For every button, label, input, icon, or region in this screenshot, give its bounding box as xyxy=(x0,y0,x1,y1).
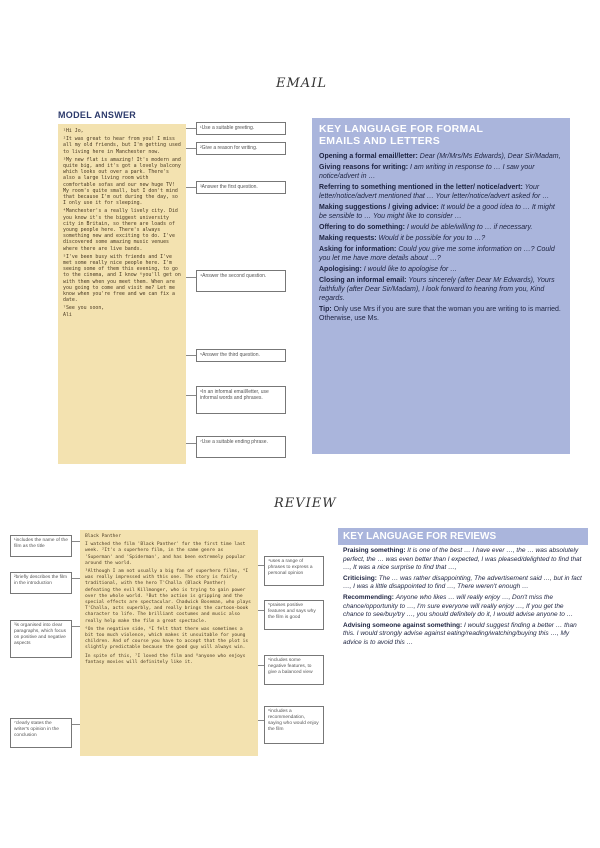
review-paragraph: I watched the film 'Black Panther' for the first time last week. ²It's a superhero film, in the same genre as 'Superman' and 'Spiderman', and has been extremely popular around the world. xyxy=(85,542,246,566)
key-language-reviews-body xyxy=(338,545,588,652)
annotation-note: ⁴Answer the second question. xyxy=(196,270,286,292)
key-language-item: Giving reasons for writing: I am writing in response to … I saw your notice/advert in … xyxy=(319,164,535,180)
annotation-note: ⁵Answer the third question. xyxy=(196,349,286,362)
key-language-item: Criticising: The … was rather disappointing, The advertisement said …, but in fact …, I was a little disappointed to find …, There weren't enough … xyxy=(343,574,582,591)
key-language-formal-title: KEY LANGUAGE FOR FORMAL EMAILS AND LETTERS xyxy=(319,123,484,147)
connector-line xyxy=(186,128,196,129)
review-paragraph: In spite of this, ⁷I loved the film and ⁸anyone who enjoys fantasy movies will definitely like it. xyxy=(85,653,246,665)
key-language-item: Closing an informal email: Yours sincerely (after Dear Mr Edwards), Yours faithfully (after Dear Sir/Madam), I look forward to hearing from you, Kind regards. xyxy=(319,277,555,302)
annotation-note: ²briefly describes the film in the introduction xyxy=(10,572,72,594)
key-language-item: Recommending: Anyone who likes … will really enjoy …, Don't miss the chance/opportunity to …, I'm sure everyone will really enjoy …, If you get the chance to see/buy/try …, you should definitely do it, I would advise anyone to … xyxy=(343,593,574,619)
key-language-item: Apologising: I would like to apologise for … xyxy=(319,266,458,273)
letter-paragraph: ⁵I've been busy with friends and I've met some really nice people here. I'm seeing some of them this evening, to go to the cinema, and I know ⁶you'll get on with them when you meet them. When are you going to come and visit me? Let me know when you're free and we can fix a date. xyxy=(63,253,181,304)
annotation-note: ²Give a reason for writing. xyxy=(196,142,286,155)
model-answer-heading: MODEL ANSWER xyxy=(58,110,137,120)
letter-paragraph: ²It was great to hear from you! I miss all my old friends, but I'm getting used to living here in Manchester now. xyxy=(63,136,181,155)
annotation-note: ⁶includes some negative features, to give a balanced view xyxy=(264,655,324,685)
annotation-note: ⁵praises positive features and says why the film is good xyxy=(264,600,324,630)
review-section-title: REVIEW xyxy=(274,496,337,511)
key-language-item: Making requests: Would it be possible for you to …? xyxy=(319,235,486,242)
connector-line xyxy=(186,277,196,278)
annotation-note: ¹includes the name of the film as the title xyxy=(10,535,72,557)
connector-line xyxy=(72,626,80,627)
connector-line xyxy=(186,187,196,188)
annotation-note: ⁶In an informal email/letter, use informal words and phrases. xyxy=(196,386,286,414)
annotation-note: ⁷clearly states the writer's opinion in the conclusion xyxy=(10,718,72,748)
key-language-item: Making suggestions / giving advice: It would be a good idea to … It might be sensible to … You might like to consider … xyxy=(319,204,555,220)
review-paragraph: ³Although I am not usually a big fan of superhero films, ⁴I was really impressed with this one. The story is fairly traditional, with the hero T'Challa (Black Panther) defeating the evil Killmonger, who is trying to gain power over the whole world. ⁵But the action is gripping and the special effects are spectacular. Chadwick Boseman, who plays T'Challa, acts superbly, and really brings the cartoon-book character to life. The brilliant costumes and music also really help make the film a great spectacle. xyxy=(85,569,251,624)
annotation-note: ³is organised into clear paragraphs, which focus on positive and negative aspects xyxy=(10,620,72,658)
connector-line xyxy=(186,395,196,396)
key-language-item: Referring to something mentioned in the letter/ notice/advert: Your letter/notice/advert mentioned that … Your letter/notice/advert asked for … xyxy=(319,184,550,200)
key-language-reviews-title: KEY LANGUAGE FOR REVIEWS xyxy=(338,528,588,545)
annotation-note: ⁷Use a suitable ending phrase. xyxy=(196,436,286,458)
model-review-text xyxy=(80,530,258,756)
letter-paragraph: ³My new flat is amazing! It's modern and quite big, and it's got a lovely balcony which looks out over a park. There's also a large living room with comfortable sofas and our new huge TV! My room's quite small, but I don't mind that because I'm out during the day, so I only use it for sleeping. xyxy=(63,156,181,207)
letter-signature: Ali xyxy=(63,311,72,318)
annotation-note: ³Answer the first question. xyxy=(196,181,286,194)
key-language-item: Advising someone against something: I would suggest finding a better … than this. I would strongly advise against eating/reading/watching/buying this …, My advice is to avoid this … xyxy=(343,621,577,646)
letter-greeting: ¹Hi Jo, xyxy=(63,128,84,134)
connector-line xyxy=(72,724,80,725)
key-language-reviews-box xyxy=(338,528,588,750)
connector-line xyxy=(186,443,196,444)
connector-line xyxy=(186,148,196,149)
key-language-item: Offering to do something: I would be able/willing to … if necessary. xyxy=(319,224,533,231)
letter-closing: ⁷See you soon, xyxy=(63,305,105,312)
annotation-note: ¹Use a suitable greeting. xyxy=(196,122,286,135)
review-paragraph: ⁶On the negative side, ⁶I felt that there was sometimes a bit too much violence, which makes it unsuitable for young children. And of course you have to accept that the plot is slightly predictable because the good guy will always win. xyxy=(85,626,249,651)
connector-line xyxy=(72,541,80,542)
review-title: Black Panther xyxy=(85,534,121,539)
connector-line xyxy=(186,355,196,356)
annotation-note: ⁸includes a recommendation, saying who would enjoy the film xyxy=(264,706,324,744)
key-language-item: Asking for information: Could you give me some information on …? Could you let me have more details about …? xyxy=(319,246,555,262)
key-language-item: Opening a formal email/letter: Dear (Mr/Mrs/Ms Edwards), Dear Sir/Madam, xyxy=(319,153,561,160)
letter-paragraph: ⁴Manchester's a really lively city. Did you know it's the biggest university city in Britain, so there are loads of young people here. There's always something new and exciting to do. I've discovered some amazing music venues where there are live bands. xyxy=(63,208,178,252)
model-answer-letter xyxy=(58,124,186,464)
connector-line xyxy=(72,578,80,579)
key-language-formal-box xyxy=(312,118,570,454)
key-language-tip: Tip: Only use Mrs if you are sure that the woman you are writing to is married. Otherwise, use Ms. xyxy=(319,306,561,322)
annotation-note: ⁴uses a range of phrases to express a personal opinion xyxy=(264,556,324,586)
key-language-item: Praising something: It is one of the best … I have ever …, the … was absolutely perfect, the … was even better than I expected, I was pleased/delighted to find that …, It was a nice surprise to find that …, xyxy=(343,547,582,572)
email-section-title: EMAIL xyxy=(276,76,327,91)
